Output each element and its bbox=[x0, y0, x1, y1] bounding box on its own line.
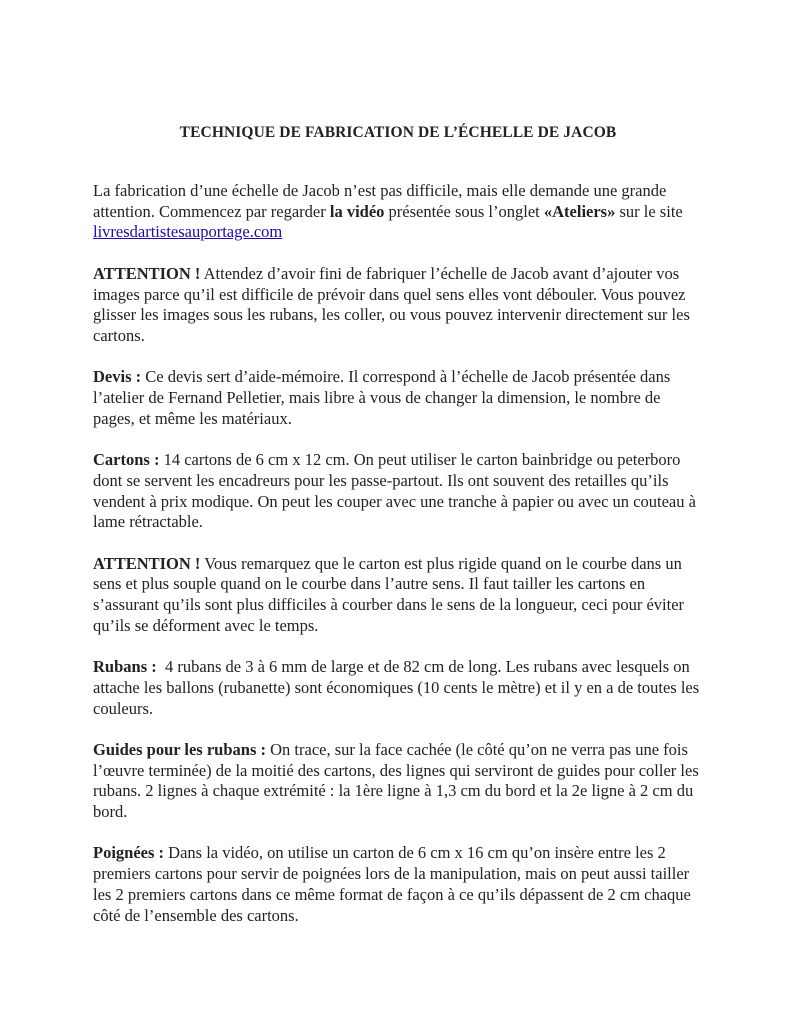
paragraph-text: 14 cartons de 6 cm x 12 cm. On peut utiliser le carton bainbridge ou peterboro dont se servent les encadreurs pour les passe-partout. Ils ont souvent des retailles qu’ils vendent à prix modique. On peut les couper avec une tranche à papier ou avec un couteau à lame rétractable. bbox=[93, 450, 696, 532]
paragraph-poignees bbox=[93, 843, 703, 926]
document-title: TECHNIQUE DE FABRICATION DE L’ÉCHELLE DE JACOB bbox=[179, 124, 617, 141]
intro-bold-video: la vidéo bbox=[329, 201, 385, 221]
intro-text: La fabrication d’une échelle de Jacob n’est pas difficile, mais elle demande une grande attention. Commencez par regarder bbox=[93, 181, 667, 221]
document-page bbox=[93, 124, 703, 947]
paragraph-label: ATTENTION ! bbox=[93, 553, 201, 573]
paragraph-label: Rubans : bbox=[93, 657, 157, 677]
paragraph-label: Devis : bbox=[93, 367, 142, 387]
paragraph-text: On trace, sur la face cachée (le côté qu’on ne verra pas une fois l’œuvre terminée) de la moitié des cartons, des lignes qui serviront de guides pour coller les rubans. 2 lignes à chaque extrémité : la 1ère ligne à 1,3 cm du bord et la 2e ligne à 2 cm du bord. bbox=[93, 739, 699, 821]
paragraph-text: Vous remarquez que le carton est plus rigide quand on le courbe dans un sens et plus souple quand on le courbe dans l’autre sens. Il faut tailler les cartons en s’assurant qu’ils sont plus difficiles à courber dans le sens de la longueur, ceci pour éviter qu’ils se déforment avec le temps. bbox=[93, 553, 685, 635]
paragraph-label: Guides pour les rubans : bbox=[93, 739, 266, 759]
paragraph-text: Dans la vidéo, on utilise un carton de 6 cm x 16 cm qu’on insère entre les 2 premiers cartons pour servir de poignées lors de la manipulation, mais on peut aussi tailler les 2 premiers cartons dans ce même format de façon à ce qu’ils dépassent de 2 cm chaque côté de l’ensemble des cartons. bbox=[93, 843, 691, 925]
paragraph-attention-carton bbox=[93, 554, 703, 637]
intro-paragraph bbox=[93, 181, 703, 243]
paragraph-devis bbox=[93, 367, 703, 429]
paragraph-guides bbox=[93, 740, 703, 823]
paragraph-label: Cartons : bbox=[93, 450, 160, 470]
intro-text: présentée sous l’onglet bbox=[384, 201, 544, 221]
website-link[interactable]: livresdartistesauportage.com bbox=[93, 222, 283, 242]
paragraph-text: Attendez d’avoir fini de fabriquer l’échelle de Jacob avant d’ajouter vos images parce qu’il est difficile de prévoir dans quel sens elles vont débouler. Vous pouvez glisser les images sous les rubans, les coller, ou vous pouvez intervenir directement sur les cartons. bbox=[93, 263, 690, 345]
paragraph-rubans bbox=[93, 657, 703, 719]
paragraph-attention-images bbox=[93, 264, 703, 347]
intro-text: sur le site bbox=[615, 201, 683, 221]
paragraph-cartons bbox=[93, 450, 703, 533]
paragraph-text: 4 rubans de 3 à 6 mm de large et de 82 cm de long. Les rubans avec lesquels on attache les ballons (rubanette) sont économiques (10 cents le mètre) et il y en a de toutes les couleurs. bbox=[93, 657, 704, 718]
paragraph-label: ATTENTION ! bbox=[93, 263, 201, 283]
intro-bold-ateliers: «Ateliers» bbox=[543, 201, 616, 221]
paragraph-label: Poignées : bbox=[93, 843, 165, 863]
paragraph-text: Ce devis sert d’aide-mémoire. Il correspond à l’échelle de Jacob présentée dans l’atelier de Fernand Pelletier, mais libre à vous de changer la dimension, le nombre de pages, et même les matériaux. bbox=[93, 367, 671, 428]
